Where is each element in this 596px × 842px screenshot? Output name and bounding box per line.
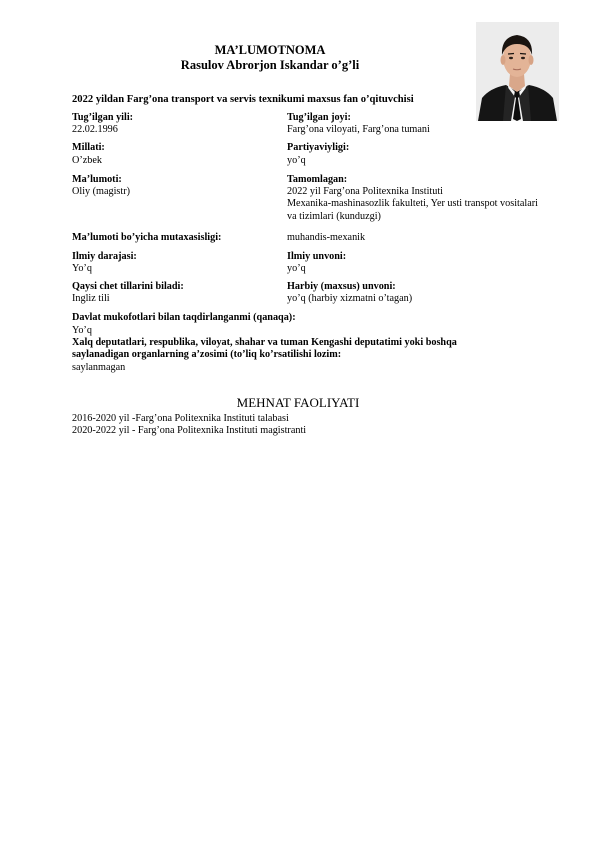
military-value: yo’q (harbiy xizmatni o’tagan) — [287, 293, 413, 304]
awards-value: Yo’q — [72, 325, 92, 336]
education-label: Ma’lumoti: — [72, 174, 122, 185]
person-name: Rasulov Abrorjon Iskandar o’g’li — [180, 58, 360, 72]
languages-value: Ingliz tili — [72, 293, 110, 304]
portrait-image — [476, 22, 559, 121]
specialty-label: Ma’lumoti bo’yicha mutaxasisligi: — [72, 232, 222, 243]
party-label: Partiyaviyligi: — [287, 142, 350, 153]
birth-year-value: 22.02.1996 — [72, 124, 118, 135]
birth-place-label: Tug’ilgan joyi: — [287, 112, 351, 123]
degree-value: Yo’q — [72, 263, 92, 274]
graduated-line-3: va tizimlari (kunduzgi) — [287, 211, 381, 222]
academic-title-label: Ilmiy unvoni: — [287, 251, 347, 262]
document-title: MA’LUMOTNOMA — [214, 43, 326, 57]
portrait-photo — [476, 22, 559, 121]
degree-label: Ilmiy darajasi: — [72, 251, 137, 262]
nationality-label: Millati: — [72, 142, 105, 153]
languages-label: Qaysi chet tillarini biladi: — [72, 281, 184, 292]
work-heading: MEHNAT FAOLIYATI — [236, 395, 360, 410]
work-item: 2016-2020 yil -Farg’ona Politexnika Instituti talabasi — [72, 413, 289, 424]
birth-place-value: Farg’ona viloyati, Farg’ona tumani — [287, 124, 430, 135]
academic-title-value: yo’q — [287, 263, 306, 274]
party-value: yo’q — [287, 155, 306, 166]
deputy-label-line-1: Xalq deputatlari, respublika, viloyat, shahar va tuman Kengashi deputatimi yoki boshqa — [72, 337, 457, 348]
graduated-line-1: 2022 yil Farg’ona Politexnika Instituti — [287, 186, 444, 197]
current-position: 2022 yildan Farg’ona transport va servis texnikumi maxsus fan o’qituvchisi — [72, 94, 414, 105]
work-item: 2020-2022 yil - Farg’ona Politexnika Instituti magistranti — [72, 425, 307, 436]
awards-label: Davlat mukofotlari bilan taqdirlanganmi (qanaqa): — [72, 312, 296, 323]
deputy-value: saylanmagan — [72, 362, 126, 373]
specialty-value: muhandis-mexanik — [287, 232, 366, 243]
deputy-label-line-2: saylanadigan organlarning a’zosimi (to’liq ko’rsatilishi lozim: — [72, 349, 342, 360]
military-label: Harbiy (maxsus) unvoni: — [287, 281, 396, 292]
birth-year-label: Tug’ilgan yili: — [72, 112, 134, 123]
nationality-value: O’zbek — [72, 155, 102, 166]
education-value: Oliy (magistr) — [72, 186, 131, 197]
graduated-label: Tamomlagan: — [287, 174, 348, 185]
graduated-line-2: Mexanika-mashinasozlik fakulteti, Yer usti transpot vositalari — [287, 198, 538, 209]
